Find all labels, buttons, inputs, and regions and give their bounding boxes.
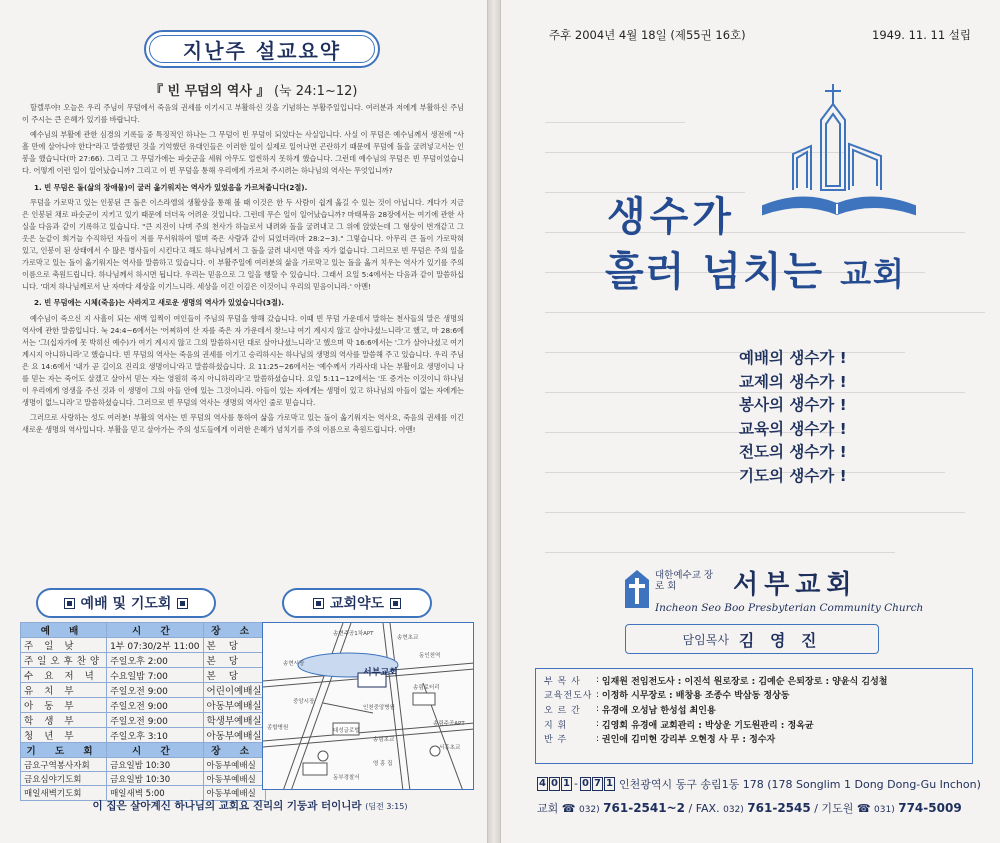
phone-icon: ☎ [561,802,576,815]
prayer-place: 아동부예배실 [203,772,265,786]
right-page [500,0,1000,843]
slogan-line-1: 생수가 [607,194,735,240]
map-label: 인천중앙병원 [363,705,395,711]
service-place: 본 당 [203,653,265,668]
zip-digit: 1 [604,777,615,791]
worship-schedule-table [20,622,266,801]
established-date: 1949. 11. 11 설립 [872,28,972,42]
zip-digit: 4 [537,777,548,791]
sermon-title-text: 『 빈 무덤의 역사 』 [150,84,270,99]
staff-row: 반 주 : 권인애 김미현 강리부 오현정 사 무 : 정수자 [544,733,776,746]
staff-names: 이정하 시무장로 : 배창용 조종수 박삼동 정상동 [601,691,790,702]
sermon-summary-banner [144,30,380,68]
fax-label: / FAX. [688,802,720,815]
fax-number: 761-2545 [747,801,811,815]
service-time: 수요일밤 7:00 [107,668,203,683]
list-item: 교제의 생수가 ! [739,372,847,391]
service-time: 주일오후 2:00 [107,653,203,668]
prayer-house-area: 031) [874,805,895,815]
column-header: 장 소 [203,623,265,638]
staff-role: 지 휘 [544,720,568,731]
zip-digit: 1 [561,777,572,791]
map-label: 송림초교 [373,737,395,743]
service-time: 1부 07:30/2부 11:00 [107,638,203,653]
denomination: 대한예수교 장 로 회 [655,570,714,592]
pastor-title: 담임목사 [682,632,729,647]
prayer-name: 매일새벽기도회 [21,786,107,800]
phone-label: 교회 [537,802,559,815]
service-name: 유 치 부 [21,683,107,698]
service-name: 학 생 부 [21,713,107,728]
fax-area: 032) [723,805,744,815]
sermon-paragraph: 그러므로 사랑하는 성도 여러분! 부활의 역사는 빈 무덤의 역사를 통하여 삶을 가로막고 있는 돌이 옮기워지는 역사요, 죽음의 권세를 이긴 새로운 생명의 역사입니다. 부활을 믿고 살아가는 주의 성도들에게 이러한 은혜가 넘치기를 주의 이름으로 축원드립니다. 아멘! [22,413,464,435]
service-place: 본 당 [203,668,265,683]
staff-names: 권인애 김미현 강리부 오현정 사 무 : 정수자 [601,735,776,746]
map-label: 동인천역 [419,653,441,659]
table-row [21,713,266,728]
service-place: 본 당 [203,638,265,653]
left-page [0,0,488,843]
service-place: 아동부예배실 [203,698,265,713]
table-row [21,683,266,698]
staff-row: 오 르 간 : 유경애 오성남 한성섭 최인용 [544,704,716,716]
staff-role: 교육전도사 [544,691,593,702]
page-gutter [488,0,500,843]
list-item: 전도의 생수가 ! [739,443,847,462]
map-label: 대성글로벌 [333,728,360,734]
sermon-reference: (눅 24:1~12) [273,84,358,99]
list-item: 봉사의 생수가 ! [739,396,847,415]
pastor-name: 김 영 진 [738,630,822,650]
sermon-title [150,80,410,99]
service-name: 수 요 저 녁 [21,668,107,683]
service-time: 주일오전 9:00 [107,713,203,728]
table-row [21,698,266,713]
service-name: 주 일 낮 [21,638,107,653]
zip-digit: 0 [549,777,560,791]
footer-verse-text: 이 집은 살아계신 하나님의 교회요 진리의 기둥과 터이니라 [92,800,362,812]
prayer-house-label: / 기도원 [814,802,854,815]
church-name: 서부교회 [733,570,858,600]
sermon-paragraph: 무덤을 가로막고 있는 인봉된 큰 돌은 이스라엘의 생활상을 통해 볼 때 이것은 한 두 사람이 쉽게 옮길 수 있는 것이 아닙니다. 게다가 지금은 인봉된 채로 파숫군이 지키고 있기 때문에 더더욱 어려운 것입니다. 그런데 무슨 일이 일어났습니까? 마태복음 28장에서는 여기에 관한 사실을 다음과 같이 기록하고 있습니다. "큰 지진이 나며 주의 천사가 하늘로서 내려와 돌을 굴려내고 그 위에 앉았는데 그 형상이 번개같고 그 옷은 눈같이 희거늘 수직하던 자들이 저를 무서워하여 떨며 죽은 사람과 같이 되었더라(마 28:2~3)." 그렇습니다. 아무리 큰 돌이 가로막혀 있고, 인봉이 된 상태에서 수 많은 병사들이 시킨다고 해도 하나님께서 그 돌을 굴려 내시면 막을 자가 없습니다. 그러므로 빈 무덤은 주의 일을 가로막고 있는 돌이 옮기워지는 역사를 말씀하고 있습니다. 이 부활주일에 여러분의 삶을 가로막고 있는 돌을 옮겨 치우는 역사가 있기를 주의 이름으로 축원드립니다. 하나님께서 하시면 됩니다. 우리는 믿음으로 그 일을 행할 수 있습니다. 그래서 요일 5:4에서는 다음과 같이 말씀하십니다. '대저 하나님께로서 난 자마다 세상을 이기느니라. 세상을 이긴 이김은 이것이니 우리의 믿음이니라.' 아멘! [22,197,464,292]
prayer-place: 아동부예배실 [203,758,265,772]
church-map [262,622,474,790]
map-heading [282,588,432,618]
table-row [21,638,266,653]
staff-role: 반 주 [544,735,568,746]
table-row [21,668,266,683]
bulletin-date: 주후 2004년 4월 18일 (제55권 16호) [549,28,746,42]
slogan-line-2b: 교회 [840,255,906,293]
service-name: 주일오후찬양 [21,653,107,668]
phone-icon: ☎ [856,802,871,815]
banner-title: 지난주 설교요약 [182,38,342,63]
sermon-paragraph: 할렐루야! 오늘은 우리 주님이 무덤에서 죽음의 권세를 이기시고 부활하신 것을 기념하는 부활주일입니다. 여러분과 저에게 부활하신 주님이 주시는 큰 은혜가 있기를 바랍니다. [22,103,464,125]
staff-row: 부 목 사 : 임재원 전임전도사 : 이진석 원로장로 : 김예순 은퇴장로 : 양윤식 김성철 [544,675,888,687]
prayer-time: 금요일밤 10:30 [107,772,203,786]
senior-pastor [625,624,879,654]
map-label: 종합병원 [267,725,289,731]
map-label: 송현초교 [397,635,419,641]
church-book-emblem-icon [753,82,923,242]
map-label: 송현시장 [283,661,305,667]
footer-verse [30,798,470,813]
map-label: 중앙시장 [293,699,315,705]
sermon-paragraph: 예수님이 죽으신 지 사흘이 되는 새벽 일찍이 여인들이 주님의 무덤을 향해 갔습니다. 이때 빈 무덤 가운데서 말하는 천사들의 말은 생명의 역사에 관한 말씀입니다. 눅 24:4~6에서는 '어찌하여 산 자를 죽은 자 가운데서 찾느냐 여기 계시지 않고 살아나셨느니라'고 했고, 마 28:6에서는 '그(십자가에 못 박히신 예수)가 여기 계시지 않고 그의 말씀하시던 대로 살아나셨느니라'고 했으며 막 16:6에서는 '그가 살아나셨고 여기 계시지 아니하니라'고 했습니다. 빈 무덤의 역사는 죽음의 권세를 이기고 승리하시는 하나님의 생명의 역사를 말씀해 주고 있습니다. 우리 주님은 요 14:6에서 '내가 곧 길이요 진리요 생명이니'라고 말씀하셨습니다. 요 11:25~26에서는 '예수께서 가라사대 나는 부활이요 생명이니 나를 믿는 자는 죽어도 살겠고 살아서 믿는 자는 영원히 죽지 아니하리라'고 말씀하셨습니다. 요일 5:11~12에서는 '또 증거는 이것이니 하나님이 우리에게 영생을 주신 것과 이 생명이 그의 아들 안에 있는 그것이니라. 아들이 있는 자에게는 생명이 있고 하나님의 아들이 없는 자에게는 생명이 없느니라'고 말씀하셨습니다. 그러므로 빈 무덤의 역사는 생명의 역사인 줄로 믿습니다. [22,313,464,408]
column-header: 장 소 [203,743,265,758]
contact-numbers [537,800,962,816]
column-header: 예 배 [21,623,107,638]
church-address [537,776,981,792]
zip-code: 4 0 1 - 0 7 1 [537,777,615,791]
church-identity [613,564,924,626]
table-row [21,728,266,743]
staff-names: 김영회 유경애 교회관리 : 박상운 기도원관리 : 정옥균 [601,720,814,731]
service-time: 주일오전 9:00 [107,698,203,713]
table-header-row [21,743,266,758]
sermon-body [22,102,464,439]
map-label: 송림로터리 [413,685,440,691]
square-bullet-icon [64,598,75,609]
staff-row: 지 휘 : 김영회 유경애 교회관리 : 박상운 기도원관리 : 정옥균 [544,719,814,731]
prayer-name: 금요심야기도회 [21,772,107,786]
service-place: 어린이예배실 [203,683,265,698]
service-name: 청 년 부 [21,728,107,743]
sermon-point: 1. 빈 무덤은 돌(삶의 장애물)이 굴러 옮기워지는 역사가 있었음을 가르쳐줍니다(2절). [34,182,308,192]
staff-role: 오 르 간 [544,705,581,716]
church-english-name: Incheon Seo Boo Presbyterian Community Church [655,602,924,614]
square-bullet-icon [177,598,188,609]
table-row [21,758,266,772]
phone-area: 032) [578,805,600,815]
zip-digit: 7 [592,777,603,791]
worship-heading-label: 예배 및 기도회 [80,596,172,612]
map-label: 송림주공APT [433,721,465,727]
staff-names: 임재원 전임전도사 : 이진석 원로장로 : 김예순 은퇴장로 : 양윤식 김성철 [601,676,888,687]
map-label: 영 흥 집 [373,761,393,767]
staff-row: 교육전도사 : 이정하 시무장로 : 배창용 조종수 박삼동 정상동 [544,689,790,702]
table-row [21,772,266,786]
table-header-row [21,623,266,638]
table-row [21,653,266,668]
map-label: 서흥초교 [439,745,461,751]
list-item: 교육의 생수가 ! [739,419,847,438]
sermon-paragraph: 예수님의 부활에 관한 심경의 기록들 중 특징적인 하나는 그 무덤이 빈 무덤이 되었다는 사실입니다. 사실 이 무덤은 예수님께서 생전에 "사흘 만에 살아나야 한다"라고 말씀했던 것을 기억했던 유대인들은 이러한 일이 실제로 일어나면 곤란하기 때문에 무덤에 돌을 굴려넣고서는 인봉을 했습니다(마 27:66). 그리고 그 무덤가에는 파숫군을 세워 아무도 얼씬하지 못하게 했습니다. 그런데 예수님의 무덤은 빈 무덤이었습니다. 어떻게 이런 일이 일어났습니까? 그리고 이 빈 무덤을 통해 우리에게 가르쳐 주시려는 하나님의 역사는 무엇입니까? [22,130,464,176]
square-bullet-icon [390,598,401,609]
column-header: 기 도 회 [21,743,107,758]
living-water-list [739,346,899,488]
sermon-point: 2. 빈 무덤에는 시체(죽음)는 사라지고 새로운 생명의 역사가 있었습니다(3절). [34,298,284,308]
service-name: 아 동 부 [21,698,107,713]
zip-digit: 0 [580,777,591,791]
church-cross-logo-icon [623,568,651,610]
map-church-label: 서부교회 [363,668,398,678]
prayer-name: 금요구역봉사자회 [21,758,107,772]
service-place: 아동부예배실 [203,728,265,743]
staff-box [535,668,973,764]
phone-number: 761-2541~2 [603,801,686,815]
column-header: 시 간 [107,623,203,638]
service-time: 주일오전 9:00 [107,683,203,698]
prayer-time: 금요일밤 10:30 [107,758,203,772]
prayer-house-number: 774-5009 [898,801,962,815]
slogan-line-2a: 흘러 넘치는 [605,249,841,295]
footer-verse-source: (딤전 3:15) [365,802,408,811]
list-item: 기도의 생수가 ! [739,466,847,485]
map-label: 송현주공1차APT [333,631,374,637]
staff-names: 유경애 오성남 한성섭 최인용 [601,705,716,716]
address-text: 인천광역시 동구 송림1동 178 (178 Songlim 1 Dong Dong-Gu Inchon) [618,778,981,791]
worship-heading [36,588,216,618]
slogan-line-2 [605,240,906,297]
map-heading-label: 교회약도 [329,596,385,612]
prayer-place: 아동부예배실 [203,786,265,800]
square-bullet-icon [313,598,324,609]
staff-role: 부 목 사 [544,676,581,687]
service-time: 주일오후 3:10 [107,728,203,743]
map-label: 동부경찰서 [333,775,360,781]
prayer-time: 매일새벽 5:00 [107,786,203,800]
column-header: 시 간 [107,743,203,758]
service-place: 학생부예배실 [203,713,265,728]
list-item: 예배의 생수가 ! [739,349,847,367]
